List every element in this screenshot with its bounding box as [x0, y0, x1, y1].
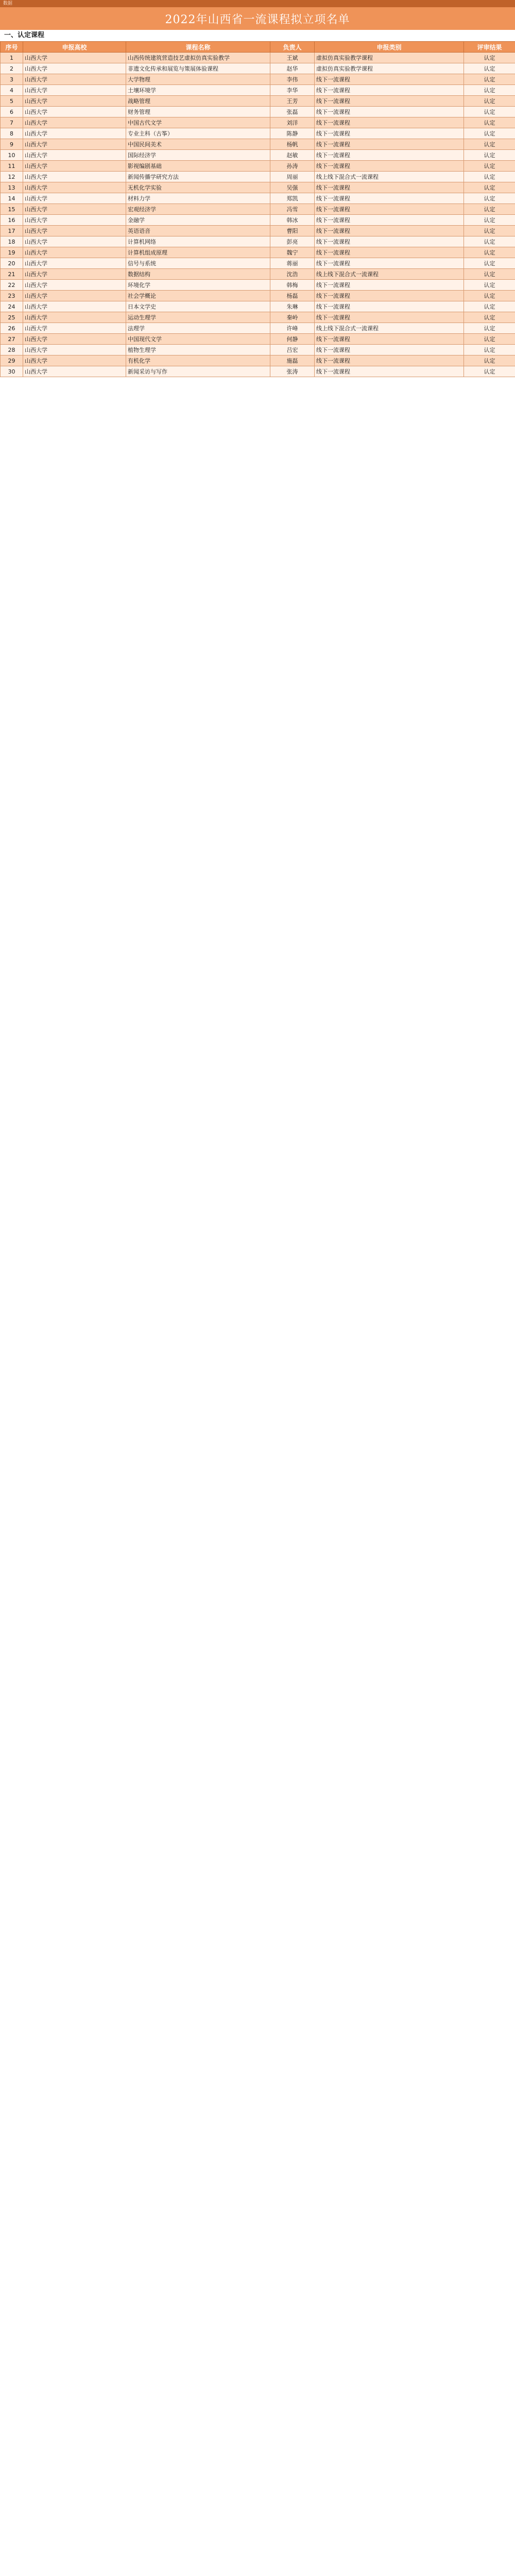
table-cell: 线下一流课程	[315, 96, 464, 107]
table-row	[1, 291, 515, 301]
table-cell: 法理学	[126, 323, 270, 334]
table-cell: 认定	[464, 74, 515, 85]
table-cell: 山西大学	[23, 85, 126, 96]
table-cell: 线下一流课程	[315, 204, 464, 215]
table-cell: 5	[1, 96, 23, 107]
table-cell: 山西大学	[23, 247, 126, 258]
table-cell: 认定	[464, 172, 515, 182]
table-cell: 杨帆	[270, 139, 315, 150]
table-cell: 线下一流课程	[315, 247, 464, 258]
table-cell: 吕宏	[270, 345, 315, 355]
table-cell: 中国民间美术	[126, 139, 270, 150]
table-cell: 线上线下混合式一流课程	[315, 172, 464, 182]
table-cell: 山西大学	[23, 291, 126, 301]
page-title: 2022年山西省一流课程拟立项名单	[0, 7, 515, 30]
table-cell: 线上线下混合式一流课程	[315, 323, 464, 334]
table-cell: 13	[1, 182, 23, 193]
table-cell: 非遗文化传承和展览与策展体验课程	[126, 63, 270, 74]
table-cell: 7	[1, 117, 23, 128]
table-cell: 16	[1, 215, 23, 226]
table-cell: 山西大学	[23, 63, 126, 74]
table-cell: 大学物理	[126, 74, 270, 85]
table-cell: 杨磊	[270, 291, 315, 301]
table-cell: 山西大学	[23, 345, 126, 355]
table-cell: 信号与系统	[126, 258, 270, 269]
table-cell: 认定	[464, 355, 515, 366]
table-cell: 9	[1, 139, 23, 150]
table-row	[1, 323, 515, 334]
table-cell: 何静	[270, 334, 315, 345]
table-cell: 19	[1, 247, 23, 258]
table-cell: 虚拟仿真实验教学课程	[315, 63, 464, 74]
table-cell: 中国古代文学	[126, 117, 270, 128]
table-cell: 线下一流课程	[315, 291, 464, 301]
table-cell: 彭亮	[270, 236, 315, 247]
table-cell: 20	[1, 258, 23, 269]
table-row	[1, 215, 515, 226]
table-cell: 山西大学	[23, 280, 126, 291]
table-row	[1, 85, 515, 96]
table-row	[1, 280, 515, 291]
footer-space	[0, 377, 515, 389]
table-cell: 周丽	[270, 172, 315, 182]
table-cell: 线下一流课程	[315, 139, 464, 150]
table-row	[1, 172, 515, 182]
table-cell: 15	[1, 204, 23, 215]
table-cell: 18	[1, 236, 23, 247]
table-cell: 施磊	[270, 355, 315, 366]
table-cell: 线下一流课程	[315, 334, 464, 345]
table-row	[1, 107, 515, 117]
table-cell: 认定	[464, 269, 515, 280]
table-cell: 认定	[464, 139, 515, 150]
table-cell: 认定	[464, 345, 515, 355]
table-cell: 专业主科（古筝）	[126, 128, 270, 139]
table-cell: 认定	[464, 193, 515, 204]
table-cell: 山西大学	[23, 150, 126, 161]
table-cell: 冯雪	[270, 204, 315, 215]
table-row	[1, 269, 515, 280]
table-cell: 认定	[464, 182, 515, 193]
table-cell: 山西大学	[23, 107, 126, 117]
table-cell: 认定	[464, 96, 515, 107]
column-header-course: 课程名称	[126, 42, 270, 53]
table-cell: 认定	[464, 161, 515, 172]
table-cell: 认定	[464, 215, 515, 226]
table-cell: 认定	[464, 280, 515, 291]
table-cell: 新闻采访与写作	[126, 366, 270, 377]
table-cell: 线下一流课程	[315, 355, 464, 366]
table-cell: 环境化学	[126, 280, 270, 291]
table-row	[1, 301, 515, 312]
table-cell: 17	[1, 226, 23, 236]
table-cell: 山西大学	[23, 161, 126, 172]
table-cell: 线下一流课程	[315, 107, 464, 117]
table-cell: 社会学概论	[126, 291, 270, 301]
table-cell: 数据结构	[126, 269, 270, 280]
table-cell: 国际经济学	[126, 150, 270, 161]
table-cell: 线下一流课程	[315, 301, 464, 312]
table-cell: 线下一流课程	[315, 85, 464, 96]
table-cell: 线下一流课程	[315, 236, 464, 247]
table-cell: 孙涛	[270, 161, 315, 172]
table-row	[1, 128, 515, 139]
table-cell: 王斌	[270, 53, 315, 63]
table-cell: 8	[1, 128, 23, 139]
table-cell: 山西传统建筑营造技艺虚拟仿真实验教学	[126, 53, 270, 63]
table-cell: 山西大学	[23, 334, 126, 345]
table-cell: 新闻传播学研究方法	[126, 172, 270, 182]
table-cell: 赵华	[270, 63, 315, 74]
table-cell: 3	[1, 74, 23, 85]
table-cell: 沈浩	[270, 269, 315, 280]
table-cell: 秦岭	[270, 312, 315, 323]
table-cell: 吴强	[270, 182, 315, 193]
table-cell: 线下一流课程	[315, 226, 464, 236]
table-cell: 线下一流课程	[315, 280, 464, 291]
table-row	[1, 96, 515, 107]
table-cell: 有机化学	[126, 355, 270, 366]
table-cell: 山西大学	[23, 74, 126, 85]
table-cell: 10	[1, 150, 23, 161]
table-cell: 线下一流课程	[315, 161, 464, 172]
table-row	[1, 161, 515, 172]
section-heading: 一、认定课程	[0, 30, 515, 41]
table-cell: 认定	[464, 334, 515, 345]
table-cell: 认定	[464, 258, 515, 269]
table-cell: 山西大学	[23, 117, 126, 128]
table-cell: 韩梅	[270, 280, 315, 291]
table-cell: 认定	[464, 236, 515, 247]
table-cell: 山西大学	[23, 53, 126, 63]
table-cell: 24	[1, 301, 23, 312]
table-cell: 线下一流课程	[315, 312, 464, 323]
table-cell: 中国现代文学	[126, 334, 270, 345]
table-cell: 2	[1, 63, 23, 74]
table-cell: 山西大学	[23, 323, 126, 334]
table-cell: 14	[1, 193, 23, 204]
table-cell: 22	[1, 280, 23, 291]
table-cell: 王芳	[270, 96, 315, 107]
table-header-row	[1, 42, 515, 53]
table-row	[1, 204, 515, 215]
table-cell: 认定	[464, 63, 515, 74]
table-cell: 线下一流课程	[315, 128, 464, 139]
table-cell: 日本文学史	[126, 301, 270, 312]
table-cell: 25	[1, 312, 23, 323]
table-cell: 财务管理	[126, 107, 270, 117]
table-cell: 29	[1, 355, 23, 366]
table-cell: 无机化学实验	[126, 182, 270, 193]
table-cell: 山西大学	[23, 96, 126, 107]
table-row	[1, 366, 515, 377]
table-cell: 山西大学	[23, 258, 126, 269]
table-cell: 运动生理学	[126, 312, 270, 323]
table-cell: 陈静	[270, 128, 315, 139]
table-cell: 认定	[464, 301, 515, 312]
table-row	[1, 117, 515, 128]
table-row	[1, 182, 515, 193]
table-cell: 刘洋	[270, 117, 315, 128]
table-cell: 山西大学	[23, 139, 126, 150]
table-cell: 线下一流课程	[315, 215, 464, 226]
table-cell: 线下一流课程	[315, 366, 464, 377]
table-row	[1, 74, 515, 85]
table-cell: 山西大学	[23, 128, 126, 139]
table-row	[1, 226, 515, 236]
table-row	[1, 258, 515, 269]
column-header-index: 序号	[1, 42, 23, 53]
table-row	[1, 345, 515, 355]
table-cell: 山西大学	[23, 172, 126, 182]
table-row	[1, 193, 515, 204]
table-cell: 赵敏	[270, 150, 315, 161]
table-cell: 30	[1, 366, 23, 377]
table-cell: 认定	[464, 85, 515, 96]
table-cell: 材料力学	[126, 193, 270, 204]
table-cell: 认定	[464, 150, 515, 161]
table-cell: 虚拟仿真实验教学课程	[315, 53, 464, 63]
table-cell: 认定	[464, 107, 515, 117]
table-cell: 27	[1, 334, 23, 345]
table-row	[1, 236, 515, 247]
table-cell: 线下一流课程	[315, 150, 464, 161]
table-cell: 山西大学	[23, 366, 126, 377]
table-cell: 许峰	[270, 323, 315, 334]
table-cell: 张涛	[270, 366, 315, 377]
table-cell: 山西大学	[23, 236, 126, 247]
column-header-school: 申报高校	[23, 42, 126, 53]
table-cell: 山西大学	[23, 204, 126, 215]
table-cell: 魏宁	[270, 247, 315, 258]
table-cell: 山西大学	[23, 355, 126, 366]
top-bar	[0, 0, 515, 7]
table-cell: 山西大学	[23, 269, 126, 280]
table-cell: 韩冰	[270, 215, 315, 226]
table-cell: 28	[1, 345, 23, 355]
table-cell: 山西大学	[23, 301, 126, 312]
table-cell: 山西大学	[23, 215, 126, 226]
table-cell: 计算机网络	[126, 236, 270, 247]
table-row	[1, 355, 515, 366]
table-row	[1, 63, 515, 74]
table-cell: 山西大学	[23, 226, 126, 236]
table-cell: 4	[1, 85, 23, 96]
table-cell: 认定	[464, 53, 515, 63]
table-cell: 认定	[464, 366, 515, 377]
table-cell: 李华	[270, 85, 315, 96]
table-row	[1, 334, 515, 345]
table-cell: 金融学	[126, 215, 270, 226]
table-cell: 线下一流课程	[315, 182, 464, 193]
table-cell: 山西大学	[23, 193, 126, 204]
table-cell: 11	[1, 161, 23, 172]
table-cell: 战略管理	[126, 96, 270, 107]
table-row	[1, 312, 515, 323]
table-cell: 认定	[464, 323, 515, 334]
column-header-category: 申报类别	[315, 42, 464, 53]
table-cell: 认定	[464, 204, 515, 215]
table-cell: 线下一流课程	[315, 193, 464, 204]
table-row	[1, 139, 515, 150]
table-cell: 6	[1, 107, 23, 117]
table-cell: 张磊	[270, 107, 315, 117]
table-cell: 1	[1, 53, 23, 63]
table-cell: 线下一流课程	[315, 117, 464, 128]
table-cell: 线下一流课程	[315, 74, 464, 85]
table-cell: 李伟	[270, 74, 315, 85]
table-cell: 土壤环境学	[126, 85, 270, 96]
course-table	[0, 41, 515, 377]
table-cell: 认定	[464, 312, 515, 323]
table-row	[1, 53, 515, 63]
table-cell: 宏观经济学	[126, 204, 270, 215]
table-cell: 12	[1, 172, 23, 182]
table-cell: 蒋丽	[270, 258, 315, 269]
table-cell: 认定	[464, 291, 515, 301]
table-cell: 21	[1, 269, 23, 280]
table-cell: 线上线下混合式一流课程	[315, 269, 464, 280]
table-cell: 计算机组成原理	[126, 247, 270, 258]
table-cell: 植物生理学	[126, 345, 270, 355]
table-row	[1, 247, 515, 258]
table-cell: 认定	[464, 117, 515, 128]
table-row	[1, 150, 515, 161]
table-cell: 23	[1, 291, 23, 301]
table-cell: 影视编剧基础	[126, 161, 270, 172]
table-cell: 26	[1, 323, 23, 334]
table-cell: 郑凯	[270, 193, 315, 204]
table-cell: 认定	[464, 128, 515, 139]
table-cell: 线下一流课程	[315, 258, 464, 269]
table-cell: 朱琳	[270, 301, 315, 312]
table-cell: 线下一流课程	[315, 345, 464, 355]
table-cell: 认定	[464, 247, 515, 258]
top-bar-label: 数据	[3, 1, 13, 6]
table-cell: 曹阳	[270, 226, 315, 236]
column-header-lead: 负责人	[270, 42, 315, 53]
table-cell: 山西大学	[23, 182, 126, 193]
column-header-result: 评审结果	[464, 42, 515, 53]
table-cell: 认定	[464, 226, 515, 236]
table-cell: 山西大学	[23, 312, 126, 323]
table-cell: 英语语音	[126, 226, 270, 236]
